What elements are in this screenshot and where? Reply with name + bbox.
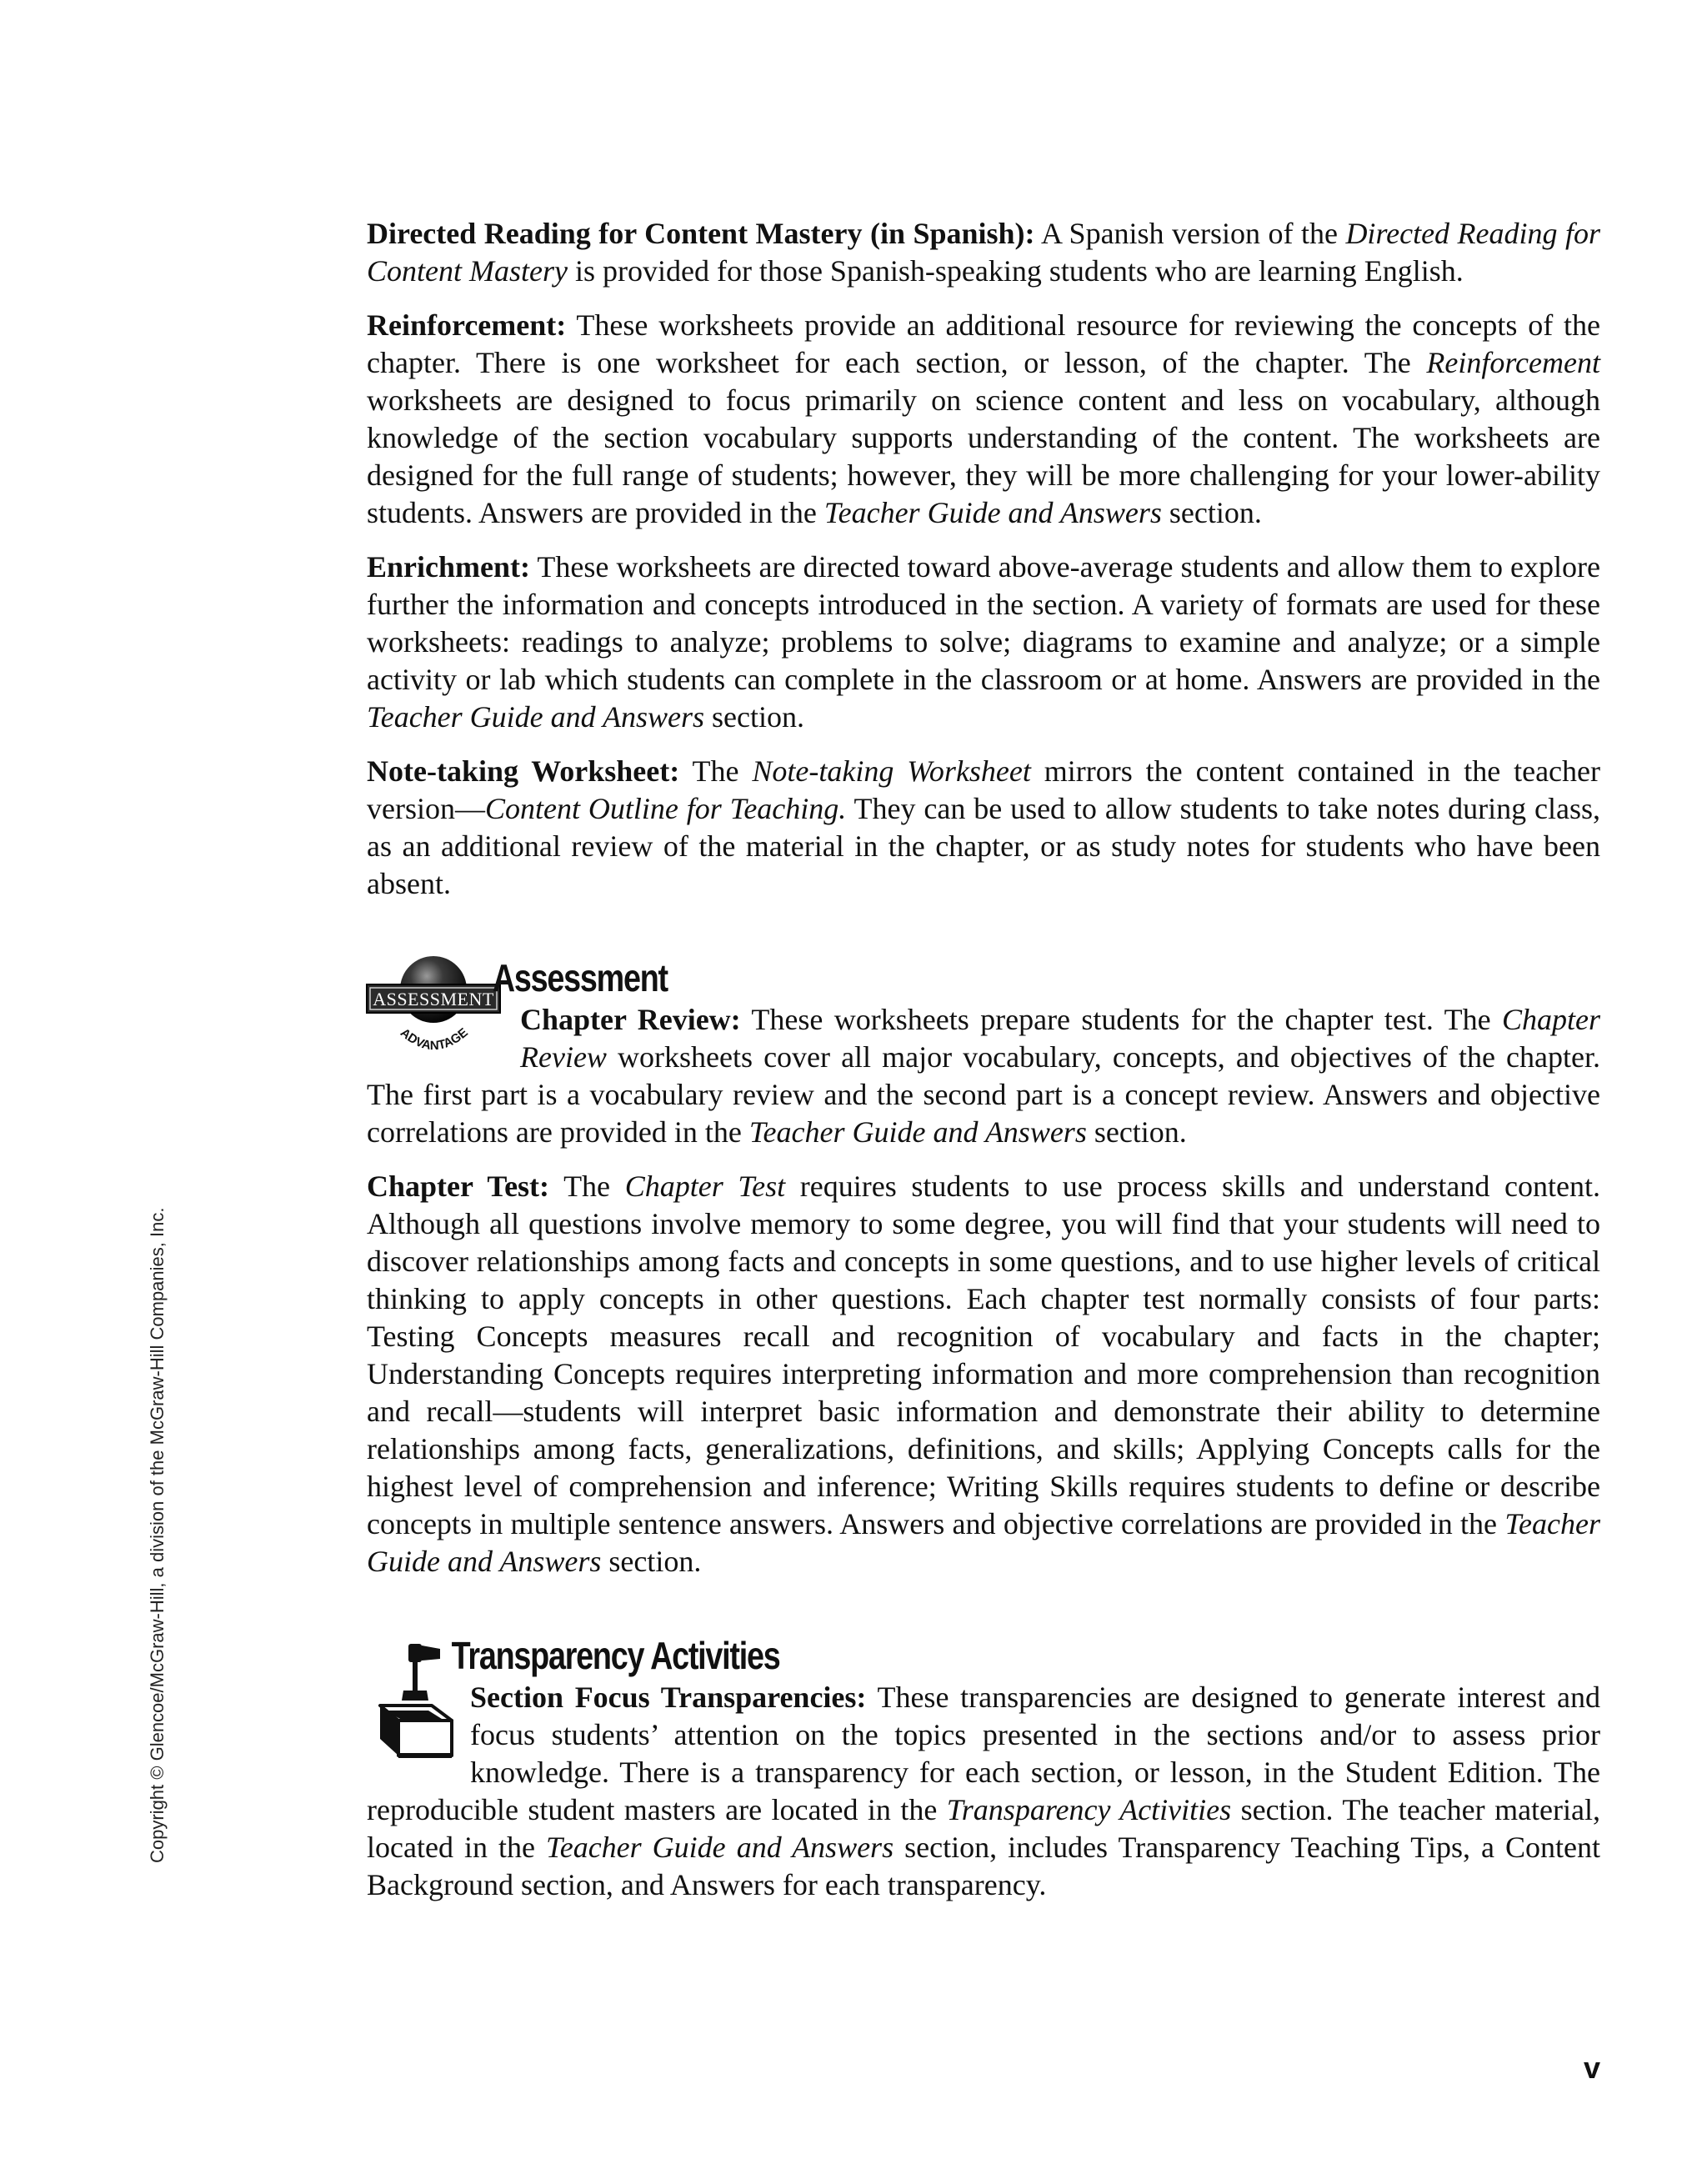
text-run: is provided for those Spanish-speaking students who are learning English. bbox=[567, 254, 1464, 288]
text-run: These worksheets provide an additional resource for reviewing the concepts of the chapter. There is one worksheet for each section, or lesson, of the chapter. The bbox=[367, 308, 1600, 379]
text-run: These worksheets are directed toward above-average students and allow them to explore further the information and concepts introduced in the section. A variety of formats are used for these worksheets: readings to analyze; problems to solve; diagrams to examine and analyze; or a simple activity or lab which students can complete in the classroom or at home. Answers are provided in the bbox=[367, 550, 1600, 696]
text-run: section. bbox=[1086, 1115, 1187, 1149]
resource-list bbox=[367, 215, 1600, 903]
text-run: A Spanish version of the bbox=[1034, 217, 1346, 250]
entry-text bbox=[367, 1170, 1600, 1578]
italic-title: Chapter Review bbox=[520, 1003, 1600, 1074]
page-number: v bbox=[1584, 2051, 1601, 2085]
entry-label: Reinforcement: bbox=[367, 308, 567, 342]
italic-title: Teacher Guide and Answers bbox=[367, 700, 704, 734]
text-run: The bbox=[679, 754, 753, 788]
text-run: section. bbox=[601, 1545, 702, 1578]
entry-label: Section Focus Transparencies: bbox=[470, 1681, 867, 1714]
italic-title: Teacher Guide and Answers bbox=[823, 496, 1162, 529]
resource-entry-reinforcement bbox=[367, 307, 1600, 532]
text-run: section. The teacher material, located in the bbox=[367, 1793, 1600, 1864]
italic-title: Teacher Guide and Answers bbox=[546, 1831, 894, 1864]
text-run: section. bbox=[1161, 496, 1262, 529]
entry-label: Directed Reading for Content Mastery (in Spanish): bbox=[367, 217, 1035, 250]
italic-title: Directed Reading for Content Mastery bbox=[367, 217, 1600, 288]
italic-title: Reinforcement bbox=[1426, 346, 1600, 379]
text-run: These transparencies are designed to generate interest and focus students’ attention on the topics presented in the sections and/or to assess prior knowledge. There is a transparency for each section, or lesson, in the Student Edition. The reproducible student masters are located in the bbox=[367, 1681, 1600, 1826]
section-heading-transparency: Transparency Activities bbox=[451, 1634, 780, 1677]
text-run: The bbox=[549, 1170, 625, 1203]
italic-title: Note-taking Worksheet bbox=[752, 754, 1031, 788]
text-run: mirrors the content contained in the teacher version— bbox=[367, 754, 1600, 825]
italic-title: Content Outline for Teaching. bbox=[484, 792, 847, 825]
assessment-banner-text: ASSESSMENT bbox=[373, 989, 494, 1009]
italic-title: Teacher Guide and Answers bbox=[367, 1507, 1600, 1578]
main-column bbox=[367, 215, 1600, 1921]
entry-text bbox=[367, 550, 1600, 734]
assessment-body bbox=[367, 1001, 1600, 1580]
copyright-notice: Copyright © Glencoe/McGraw-Hill, a division of the McGraw-Hill Companies, Inc. bbox=[147, 1207, 168, 1863]
resource-entry-note-taking bbox=[367, 753, 1600, 903]
entry-label: Chapter Test: bbox=[367, 1170, 550, 1203]
text-run: requires students to use process skills and understand content. Although all questions involve memory to some degree, you will find that your students will need to discover relationships among facts and concepts in some questions, and to use higher levels of critical thinking to apply concepts in other questions. Each chapter test normally consists of four parts: Testing Concepts measures recall and recognition of vocabulary and facts in the chapter; Understanding Concepts requires interpreting information and more comprehension than recognition and recall—students will interpret basic information and demonstrate their ability to determine relationships among facts, generalizations, definitions, and skills; Applying Concepts calls for the highest level of comprehension and inference; Writing Skills requires students to define or describe concepts in multiple sentence answers. Answers and objective correlations are provided in the bbox=[367, 1170, 1601, 1540]
text-run: They can be used to allow students to take notes during class, as an additional review of the material in the chapter, or as study notes for students who have been absent. bbox=[367, 792, 1600, 900]
resource-entry-section-focus bbox=[367, 1679, 1600, 1904]
text-run: These worksheets prepare students for the chapter test. The bbox=[740, 1003, 1502, 1036]
resource-entry-chapter-test bbox=[367, 1168, 1600, 1580]
transparency-section bbox=[367, 1632, 1600, 1904]
resource-entry-directed-reading-spanish bbox=[367, 215, 1600, 290]
italic-title: Transparency Activities bbox=[946, 1793, 1232, 1826]
entry-label: Note-taking Worksheet: bbox=[367, 754, 680, 788]
italic-title: Teacher Guide and Answers bbox=[748, 1115, 1087, 1149]
italic-title: Chapter Test bbox=[624, 1170, 786, 1203]
svg-text:ADVANTAGE bbox=[398, 1025, 471, 1053]
assessment-section bbox=[367, 954, 1600, 1580]
assessment-arc-text: ADVANTAGE bbox=[397, 1025, 471, 1054]
transparency-body bbox=[367, 1679, 1600, 1904]
section-heading-assessment: Assessment bbox=[492, 956, 668, 999]
text-run: section. bbox=[704, 700, 804, 734]
text-run: section, includes Transparency Teaching Tips, a Content Background section, and Answers for each transparency. bbox=[367, 1831, 1600, 1901]
text-run: worksheets cover all major vocabulary, concepts, and objectives of the chapter. The first part is a vocabulary review and the second part is a concept review. Answers and objective correlations are provided in the bbox=[367, 1040, 1600, 1149]
text-run: worksheets are designed to focus primarily on science content and less on vocabulary, although knowledge of the section vocabulary supports understanding of the content. The worksheets are designed for the full range of students; however, they will be more challenging for your lower-ability students. Answers are provided in the bbox=[367, 383, 1600, 529]
resource-entry-enrichment bbox=[367, 549, 1600, 736]
entry-label: Chapter Review: bbox=[520, 1003, 741, 1036]
entry-label: Enrichment: bbox=[367, 550, 530, 584]
resource-entry-chapter-review bbox=[367, 1001, 1600, 1151]
